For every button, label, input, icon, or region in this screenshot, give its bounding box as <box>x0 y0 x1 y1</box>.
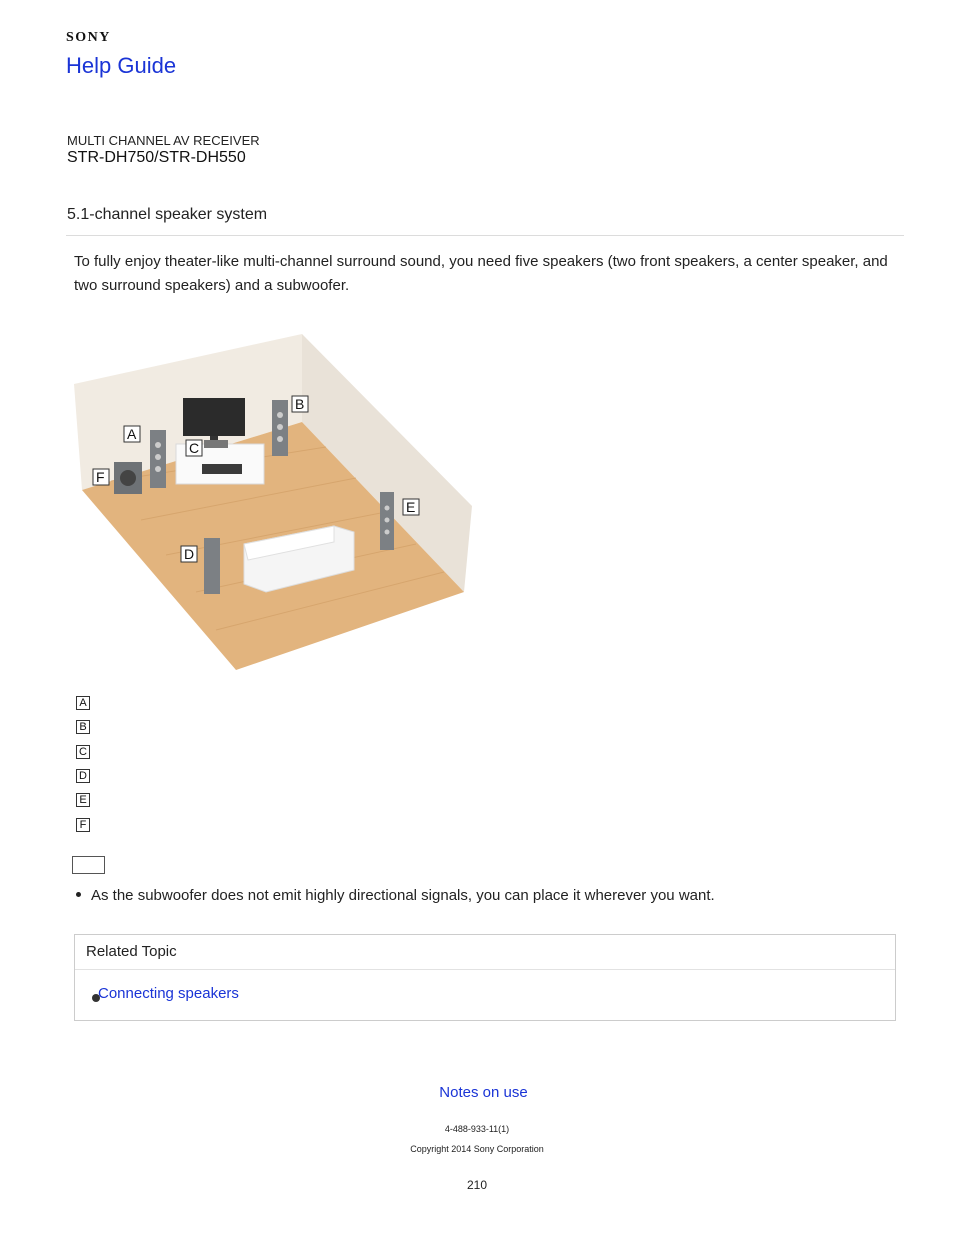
legend-item-c: C <box>76 745 90 759</box>
product-category: MULTI CHANNEL AV RECEIVER <box>67 133 260 148</box>
hint-icon <box>72 856 105 874</box>
svg-text:D: D <box>184 546 195 562</box>
copyright: Copyright 2014 Sony Corporation <box>410 1144 544 1154</box>
footer-nav <box>0 1084 954 1101</box>
title-divider <box>66 235 904 236</box>
sony-logo: SONY <box>66 30 111 45</box>
label-e <box>403 499 419 515</box>
label-d <box>181 546 197 562</box>
label-c <box>186 440 202 456</box>
related-topic-heading: Related Topic <box>75 935 895 970</box>
help-guide-link[interactable]: Help Guide <box>66 53 177 78</box>
page-number: 210 <box>466 1178 488 1192</box>
speaker-e-icon <box>380 492 394 550</box>
connecting-speakers-link[interactable]: Connecting speakers <box>98 985 239 1002</box>
product-model: STR-DH750/STR-DH550 <box>67 149 246 166</box>
notes-on-use-link[interactable]: Notes on use <box>439 1084 528 1101</box>
related-topic-box <box>74 934 896 1021</box>
legend-item-e: E <box>76 793 90 807</box>
speaker-b-icon <box>272 400 288 456</box>
bullet-dot-icon <box>76 892 81 897</box>
speaker-f-subwoofer-icon <box>114 462 142 494</box>
label-b <box>292 396 308 412</box>
page-title: 5.1-channel speaker system <box>67 206 268 223</box>
document-code: 4-488-933-11(1) <box>444 1124 510 1134</box>
svg-text:E: E <box>406 499 416 515</box>
svg-text:F: F <box>96 469 105 485</box>
svg-text:C: C <box>189 440 200 456</box>
legend-item-f: F <box>76 818 90 832</box>
speaker-layout-illustration <box>66 330 486 675</box>
label-a <box>124 426 140 442</box>
speaker-d-icon <box>204 538 220 594</box>
svg-text:B: B <box>295 396 305 412</box>
legend-item-d: D <box>76 769 90 783</box>
hint-bullet <box>76 885 896 907</box>
label-f <box>93 469 109 485</box>
legend-item-a: A <box>76 696 90 710</box>
intro-paragraph: To fully enjoy theater-like multi-channel surround sound, you need five speakers (two front speakers, a center speaker, and two surround speakers) and a subwoofer. <box>74 253 888 294</box>
legend-item-b: B <box>76 720 90 734</box>
hint-bullet-text: As the subwoofer does not emit highly directional signals, you can place it wherever you want. <box>91 887 715 904</box>
svg-text:A: A <box>127 426 137 442</box>
speaker-a-icon <box>150 430 166 488</box>
